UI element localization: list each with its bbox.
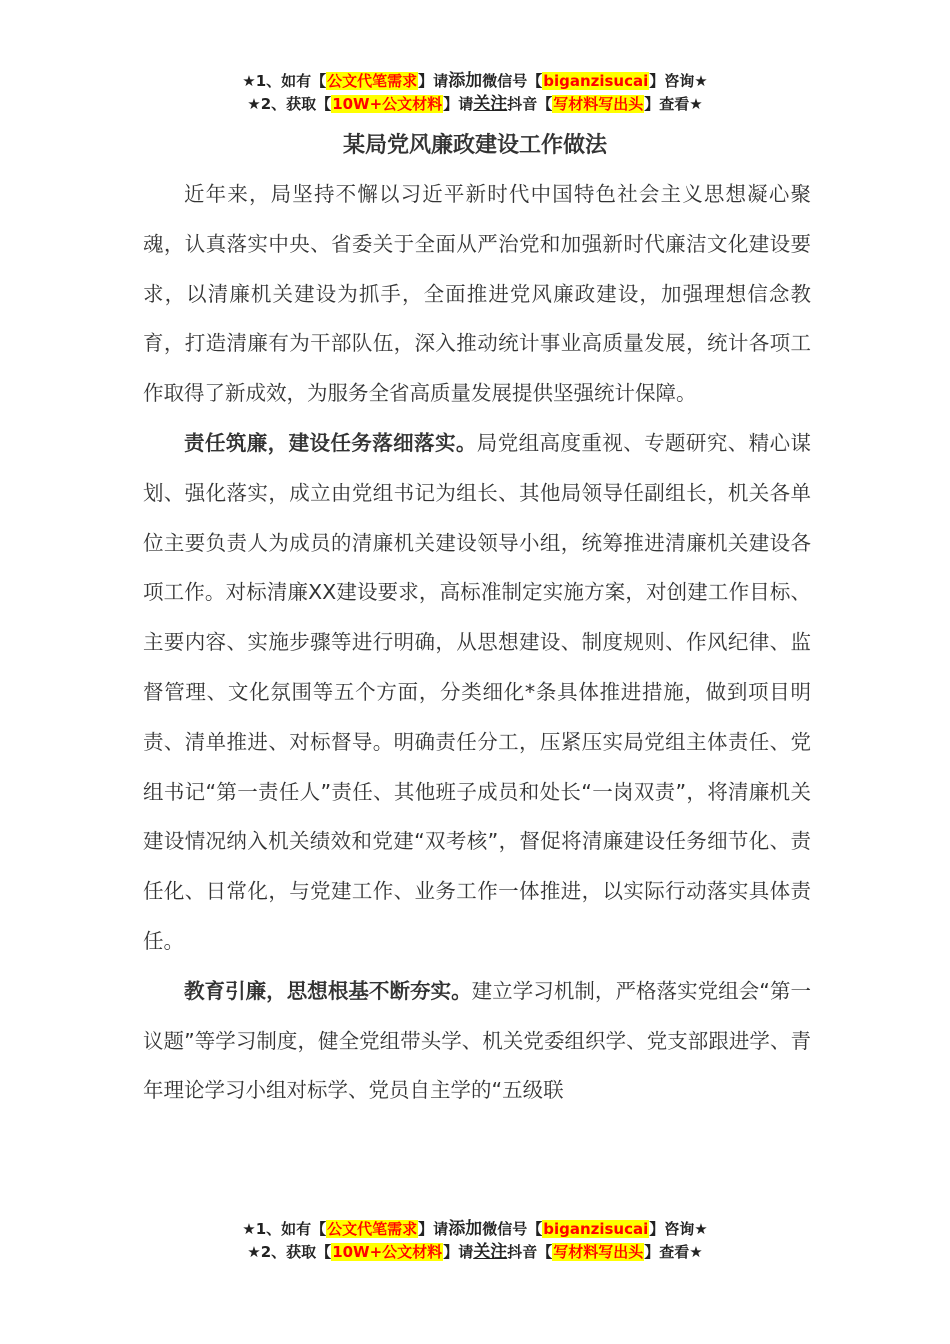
promo-text: 】咨询★ bbox=[649, 72, 708, 90]
promo-text: 】请 bbox=[418, 72, 449, 90]
promo-text: 】请 bbox=[443, 95, 474, 113]
promo-text: ★2、获取【 bbox=[247, 1243, 332, 1261]
promo-highlight: 10W+公文材料 bbox=[332, 95, 443, 113]
section-1-heading: 责任筑廉，建设任务落细落实。 bbox=[184, 430, 477, 455]
promo-text: 】请 bbox=[443, 1243, 474, 1261]
promo-text: 】查看★ bbox=[644, 1243, 703, 1261]
promo-douyin-account: 写材料写出头 bbox=[553, 1243, 644, 1261]
bottom-promo-banner bbox=[0, 1218, 950, 1264]
promo-emphasis: 添加 bbox=[448, 71, 483, 91]
promo-text: 抖音【 bbox=[507, 95, 553, 113]
top-promo-banner bbox=[0, 70, 950, 116]
promo-douyin-account: 写材料写出头 bbox=[553, 95, 644, 113]
promo-highlight: 公文代笔需求 bbox=[327, 72, 418, 90]
promo-text: ★2、获取【 bbox=[247, 95, 332, 113]
promo-emphasis: 添加 bbox=[448, 1219, 483, 1239]
promo-text: 微信号【 bbox=[482, 72, 543, 90]
promo-line-1 bbox=[0, 1218, 950, 1241]
intro-paragraph: 近年来，局坚持不懈以习近平新时代中国特色社会主义思想凝心聚魂，认真落实中央、省委关于全面从严治党和加强新时代廉洁文化建设要求，以清廉机关建设为抓手，全面推进党风廉政建设，加强理想信念教育，打造清廉有为干部队伍，深入推动统计事业高质量发展，统计各项工作取得了新成效，为服务全省高质量发展提供坚强统计保障。 bbox=[143, 182, 811, 406]
promo-line-2 bbox=[0, 93, 950, 116]
section-2-body: 建立学习机制，严格落实党组会“第一议题”等学习制度，健全党组带头学、机关党委组织学、党支部跟进学、青年理论学习小组对标学、党员自主学的“五级联 bbox=[143, 978, 812, 1103]
document-title: 某局党风廉政建设工作做法 bbox=[342, 133, 607, 158]
promo-text: 】请 bbox=[418, 1220, 449, 1238]
promo-text: 】咨询★ bbox=[649, 1220, 708, 1238]
document-body bbox=[143, 170, 811, 1116]
promo-wechat-id: biganzisucai bbox=[543, 1220, 649, 1238]
promo-wechat-id: biganzisucai bbox=[543, 72, 649, 90]
promo-text: 】查看★ bbox=[644, 95, 703, 113]
section-2-heading: 教育引廉，思想根基不断夯实。 bbox=[184, 978, 472, 1003]
promo-text: ★1、如有【 bbox=[242, 1220, 327, 1238]
promo-text: 微信号【 bbox=[482, 1220, 543, 1238]
section-1-paragraph bbox=[143, 419, 811, 967]
promo-emphasis: 关注 bbox=[473, 1242, 508, 1262]
promo-line-2 bbox=[0, 1241, 950, 1264]
promo-text: ★1、如有【 bbox=[242, 72, 327, 90]
section-1-body: 局党组高度重视、专题研究、精心谋划、强化落实，成立由党组书记为组长、其他局领导任副组长，机关各单位主要负责人为成员的清廉机关建设领导小组，统筹推进清廉机关建设各项工作。对标清廉XX建设要求，高标准制定实施方案，对创建工作目标、主要内容、实施步骤等进行明确，从思想建设、制度规则、作风纪律、监督管理、文化氛围等五个方面，分类细化*条具体推进措施，做到项目明责、清单推进、对标督导。明确责任分工，压紧压实局党组主体责任、党组书记“第一责任人”责任、其他班子成员和处长“一岗双责”，将清廉机关建设情况纳入机关绩效和党建“双考核”，督促将清廉建设任务细节化、责任化、日常化，与党建工作、业务工作一体推进，以实际行动落实具体责任。 bbox=[143, 430, 812, 953]
promo-highlight: 公文代笔需求 bbox=[327, 1220, 418, 1238]
promo-text: 抖音【 bbox=[507, 1243, 553, 1261]
section-2-paragraph bbox=[143, 967, 811, 1116]
promo-highlight: 10W+公文材料 bbox=[332, 1243, 443, 1261]
promo-emphasis: 关注 bbox=[473, 94, 508, 114]
promo-line-1 bbox=[0, 70, 950, 93]
